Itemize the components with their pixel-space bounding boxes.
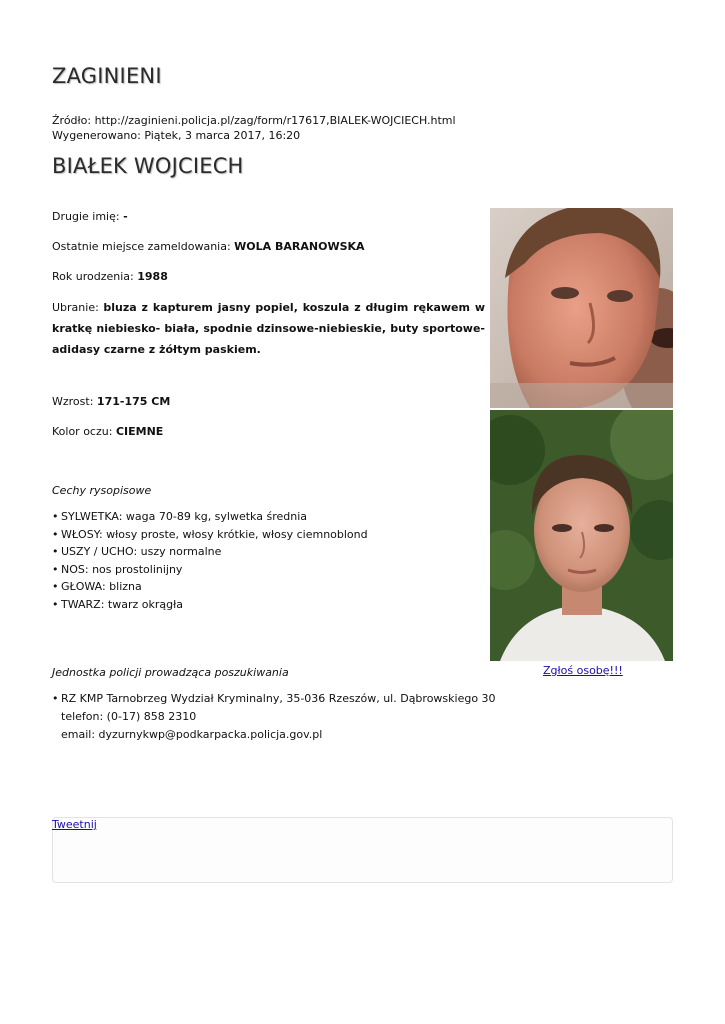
- person-name: BIAŁEK WOJCIECH: [52, 154, 244, 178]
- second-name-field: [52, 210, 128, 223]
- person-photo-1-image: [490, 208, 673, 408]
- report-person-link[interactable]: Zgłoś osobę!!!: [543, 664, 623, 677]
- person-photo-2-image: [490, 410, 673, 661]
- height-label: Wzrost:: [52, 395, 94, 408]
- features-title: Cechy rysopisowe: [52, 484, 152, 497]
- tweet-link[interactable]: Tweetnij: [52, 818, 97, 831]
- second-name-value: -: [123, 210, 128, 223]
- clothing-value: bluza z kapturem jasny popiel, koszula z długim rękawem w kratkę niebiesko- biała, spodnie dzinsowe-niebieskie, buty sportowe-adidasy czarne z żółtym paskiem.: [52, 301, 486, 356]
- unit-details: [52, 690, 496, 744]
- last-residence-label: Ostatnie miejsce zameldowania:: [52, 240, 231, 253]
- clothing-label: Ubranie:: [52, 301, 99, 314]
- eye-color-label: Kolor oczu:: [52, 425, 113, 438]
- list-item: • WŁOSY: włosy proste, włosy krótkie, włosy ciemnoblond: [52, 526, 368, 544]
- unit-address: • RZ KMP Tarnobrzeg Wydział Kryminalny, 35-036 Rzeszów, ul. Dąbrowskiego 30: [52, 690, 496, 708]
- unit-phone: telefon: (0-17) 858 2310: [61, 710, 197, 723]
- unit-email: email: dyzurnykwp@podkarpacka.policja.gov.pl: [61, 728, 323, 741]
- last-residence-field: [52, 240, 365, 253]
- person-photo-2: [490, 410, 673, 661]
- unit-title: Jednostka policji prowadząca poszukiwania: [52, 666, 289, 679]
- list-item: • SYLWETKA: waga 70-89 kg, sylwetka średnia: [52, 508, 368, 526]
- birth-year-label: Rok urodzenia:: [52, 270, 134, 283]
- site-title: ZAGINIENI: [52, 64, 162, 88]
- birth-year-field: [52, 270, 168, 283]
- person-photo-1: [490, 208, 673, 408]
- height-field: [52, 395, 170, 408]
- eye-color-field: [52, 425, 163, 438]
- height-value: 171-175 CM: [96, 395, 171, 408]
- birth-year-value: 1988: [137, 270, 168, 283]
- second-name-label: Drugie imię:: [52, 210, 120, 223]
- features-list: [52, 508, 368, 613]
- last-residence-value: WOLA BARANOWSKA: [234, 240, 365, 253]
- list-item: • USZY / UCHO: uszy normalne: [52, 543, 368, 561]
- generated-line: Wygenerowano: Piątek, 3 marca 2017, 16:20: [52, 129, 301, 142]
- clothing-field: [52, 297, 485, 360]
- list-item: • TWARZ: twarz okrągła: [52, 596, 368, 614]
- list-item: • NOS: nos prostolinijny: [52, 561, 368, 579]
- tweet-widget: [52, 817, 673, 883]
- source-line: Źródło: http://zaginieni.policja.pl/zag/form/r17617,BIALEK-WOJCIECH.html: [52, 114, 456, 127]
- list-item: • GŁOWA: blizna: [52, 578, 368, 596]
- eye-color-value: CIEMNE: [115, 425, 164, 438]
